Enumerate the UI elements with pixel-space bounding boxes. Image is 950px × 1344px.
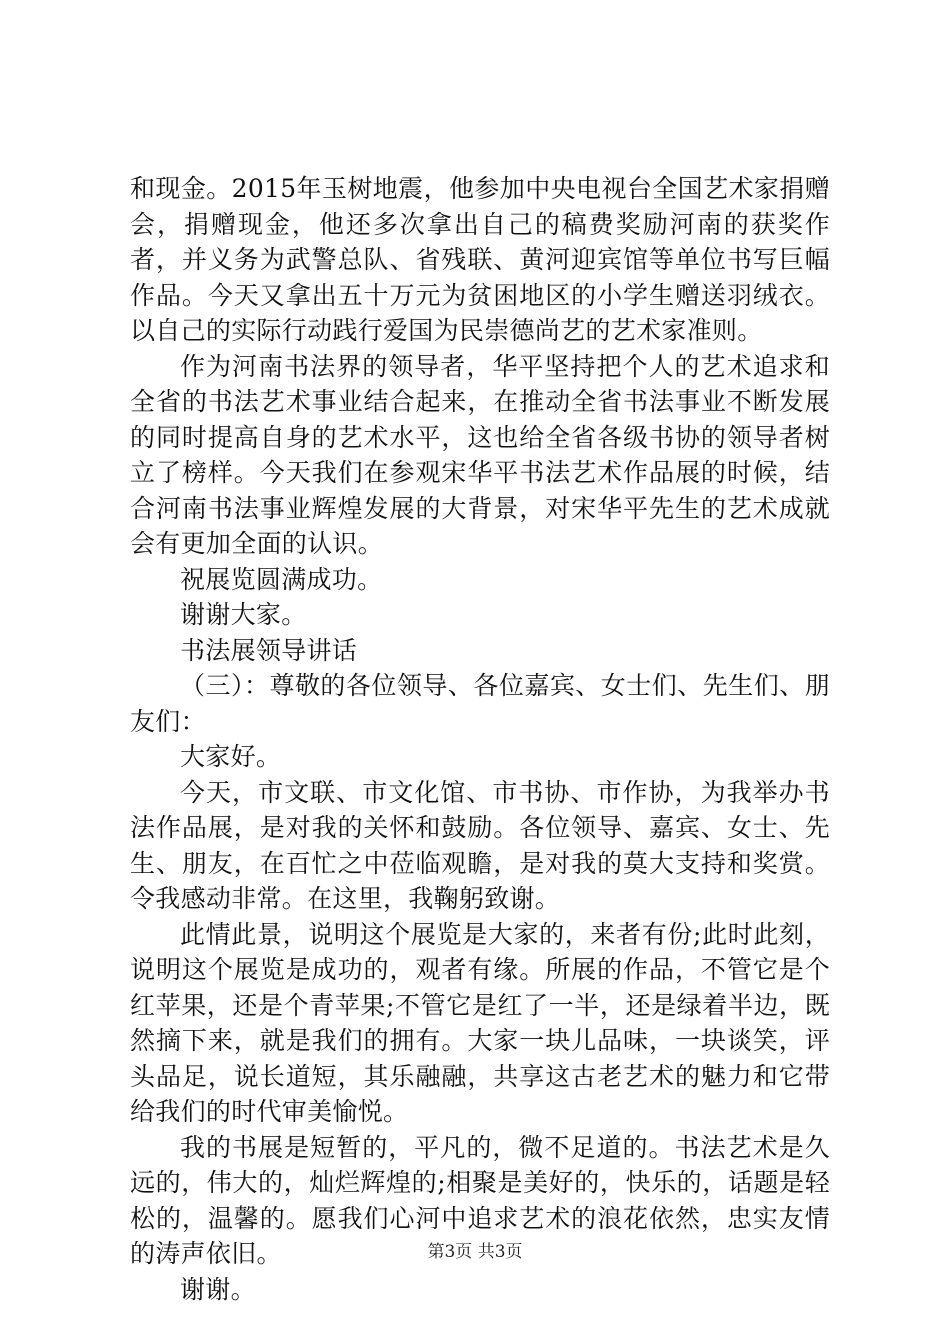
section-title: 书法展领导讲话 bbox=[180, 635, 358, 665]
paragraph-closing-thanks: 谢谢。 bbox=[180, 1274, 256, 1304]
paragraph-continuation: 和现金。2015年玉树地震，他参加中央电视台全国艺术家捐赠会，捐赠现金，他还多次拿出自己的稿费奖励河南的获奖作者，并义务为武警总队、省残联、黄河迎宾馆等单位书写巨幅作品。今天又拿出五十万元为贫困地区的小学生赠送羽绒衣。以自己的实际行动践行爱国为民崇德尚艺的艺术家准则。 bbox=[130, 174, 830, 345]
page-number-label: 第3页 共3页 bbox=[427, 1242, 523, 1262]
paragraph-wish-success: 祝展览圆满成功。 bbox=[180, 564, 383, 594]
paragraph-thanks-all: 谢谢大家。 bbox=[180, 600, 307, 629]
paragraph-leadership: 作为河南书法界的领导者，华平坚持把个人的艺术追求和全省的书法艺术事业结合起来，在推动全省书法事业不断发展的同时提高自身的艺术水平，这也给全省各级书协的领导者树立了榜样。今天我们在参观宋华平书法艺术作品展的时候，结合河南书法事业辉煌发展的大背景，对宋华平先生的艺术成就会有更加全面的认识。 bbox=[130, 351, 830, 558]
paragraph-greeting: 大家好。 bbox=[180, 742, 282, 771]
paragraph-exhibition: 我的书展是短暂的，平凡的，微不足道的。书法艺术是久远的，伟大的，灿烂辉煌的;相聚是美好的，快乐的，话题是轻松的，温馨的。愿我们心河中追求艺术的浪花依然，忠实友情的涛声依旧。 bbox=[130, 1132, 830, 1268]
paragraph-today: 今天，市文联、市文化馆、市书协、市作协，为我举办书法作品展，是对我的关怀和鼓励。各位领导、嘉宾、女士、先生、朋友，在百忙之中莅临观瞻，是对我的莫大支持和奖赏。令我感动非常。在这里，我鞠躬致谢。 bbox=[130, 777, 830, 913]
paragraph-salutation: （三）：尊敬的各位领导、各位嘉宾、女士们、先生们、朋友们： bbox=[130, 671, 830, 736]
document-body bbox=[130, 171, 830, 1307]
paragraph-scene: 此情此景，说明这个展览是大家的，来者有份;此时此刻，说明这个展览是成功的，观者有缘。所展的作品，不管它是个红苹果，还是个青苹果;不管它是红了一半，还是绿着半边，既然摘下来，就是我们的拥有。大家一块儿品味，一块谈笑，评头品足，说长道短，其乐融融，共享这古老艺术的魅力和它带给我们的时代审美愉悦。 bbox=[130, 919, 830, 1126]
page-footer bbox=[0, 1242, 950, 1262]
